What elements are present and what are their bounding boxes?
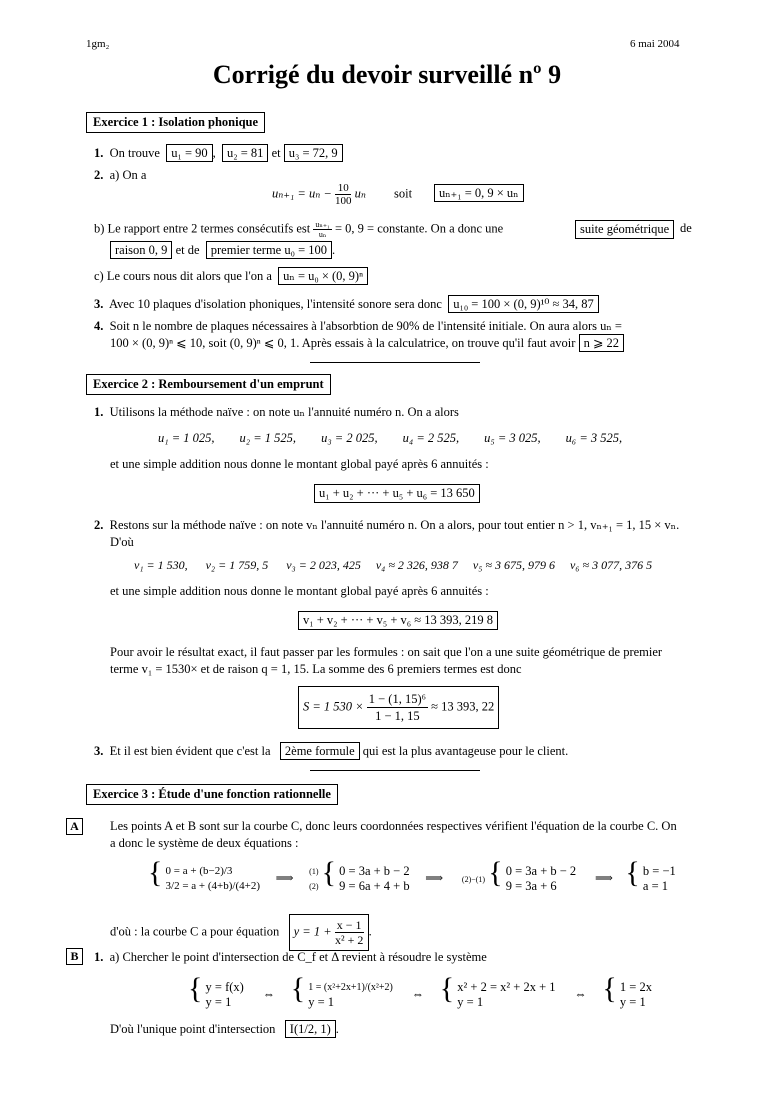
divider bbox=[310, 362, 480, 363]
curve-equation-line: d'où : la courbe C a pour équation y = 1 + $\frac{x - 1}{\text{x² + 2}}$ . bbox=[110, 914, 372, 951]
geometric-sequence-box: suite géométrique bbox=[575, 220, 674, 239]
ex3-part-a-text: Les points A et B sont sur la courbe C, donc leurs coordonnées respectives vérifient l'équation de la courbe C. On a donc le système de deux équations : bbox=[110, 819, 677, 850]
ex2-item-2-text: et une simple addition nous donne le montant global payé après 6 annuités : bbox=[110, 584, 489, 598]
ex2-item-1-text: et une simple addition nous donne le montant global payé après 6 annuités : bbox=[110, 457, 489, 471]
ex1-item-2b: b) Le rapport entre 2 termes consécutifs est $\frac{\text{uₙ₊₁}}{\text{uₙ}}$ = 0, 9 = constante. On a donc une bbox=[94, 220, 504, 239]
ex1-item-2c: c) Le cours nous dit alors que l'on a uₙ = u₀ × (0, 9)ⁿ bbox=[94, 268, 368, 284]
header-date: 6 mai 2004 bbox=[630, 38, 680, 50]
ex3-part-b-item-1: 1. a) Chercher le point d'intersection de C_f et Δ revient à résoudre le système bbox=[94, 950, 487, 964]
intersection-point-line: D'où l'unique point d'intersection I(1/2, 1) . bbox=[110, 1022, 339, 1036]
ex2-formula-text: Pour avoir le résultat exact, il faut passer par les formules : on sait que l'on a une suite géométrique de premier terme v₁ = 1530× et de raison q = 1, 15. La somme des 6 premiers termes est donc bbox=[110, 645, 663, 676]
system-solve-row: { 0 = a + (b−2)/3 3/2 = a + (4+b)/(4+2) ⟹ (1) (2) { 0 = 3a + b − 2 9 = 6a + 4 + b ⟹ (2)−(1) { 0 = 3a + b − 2 9 = 3a + 6 ⟹ { b = −1 a = 1 bbox=[148, 856, 676, 894]
ex1-de: de bbox=[680, 221, 692, 235]
u-sum-box: u₁ + u₂ + ··· + u₅ + u₆ = 13 650 bbox=[314, 484, 480, 503]
divider bbox=[310, 770, 480, 771]
ex1-item-3: 3. Avec 10 plaques d'isolation phoniques, l'intensité sonore sera donc u₁₀ = 100 × (0, 9)¹⁰ ≈ 34, 87 bbox=[94, 296, 599, 312]
part-b-marker: B bbox=[66, 948, 83, 965]
u-values-row: u₁ = 1 025, u₂ = 1 525, u₃ = 2 025, u₄ = 2 525, u₅ = 3 025, u₆ = 3 525, bbox=[158, 431, 623, 445]
ex1-recurrence: uₙ₊₁ = uₙ − $\frac{10}{100}$ uₙ soit uₙ₊₁ = 0, 9 × uₙ bbox=[272, 182, 524, 207]
exercise-2-title: Exercice 2 : Remboursement d'un emprunt bbox=[86, 374, 331, 395]
ex1-item-4: 4. Soit n le nombre de plaques nécessaires à l'absorbtion de 90% de l'intensité initiale. On aura alors uₙ = 100 × (0, 9)ⁿ ⩽ 10, soit (0, 9)ⁿ ⩽ 0, 1. Après essais à la calculatrice, on trouve qu'il faut avoir n ⩾ 22 bbox=[94, 318, 694, 352]
v-sum-box: v₁ + v₂ + ··· + v₅ + v₆ ≈ 13 393, 219 8 bbox=[298, 611, 498, 630]
v-values-row: v₁ = 1 530, v₂ = 1 759, 5 v₃ = 2 023, 425 v₄ ≈ 2 326, 938 7 v₅ ≈ 3 675, 979 6 v₆ ≈ 3 077, 376 5 bbox=[134, 558, 653, 572]
ex1-item-2b-cont: raison 0, 9 et de premier terme u₀ = 100 . bbox=[110, 243, 335, 258]
page-title: Corrigé du devoir surveillé nº 9 bbox=[212, 60, 562, 89]
sum-formula-box: S = 1 530 × $\frac{\text{1 − (1, 15)⁶}}{1 - 1, 15}$ ≈ 13 393, 22 bbox=[298, 686, 499, 729]
part-a-marker: A bbox=[66, 818, 83, 835]
exercise-1-title: Exercice 1 : Isolation phonique bbox=[86, 112, 265, 133]
intersection-system-row: { y = f(x) y = 1 ⇔ { 1 = (x²+2x+1)/(x²+2) y = 1 ⇔ { x² + 2 = x² + 2x + 1 y = 1 ⇔ { 1 = 2x y = 1 bbox=[188, 972, 652, 1010]
ex1-item-1: 1. On trouve u₁ = 90 , u₂ = 81 et u₃ = 72, 9 bbox=[94, 146, 343, 161]
header-left: 1gm₂ bbox=[86, 38, 110, 50]
exercise-3-title: Exercice 3 : Étude d'une fonction rationnelle bbox=[86, 784, 338, 805]
ex2-item-3: 3. Et il est bien évident que c'est la 2ème formule qui est la plus avantageuse pour le client. bbox=[94, 744, 569, 758]
ex1-item-2a: 2. a) On a bbox=[94, 168, 147, 182]
ex2-item-1: 1. Utilisons la méthode naïve : on note uₙ l'annuité numéro n. On a alors bbox=[94, 405, 459, 419]
ex2-item-2: 2. Restons sur la méthode naïve : on note vₙ l'annuité numéro n. On a alors, pour tout entier n > 1, vₙ₊₁ = 1, 15 × vₙ. D'où bbox=[94, 518, 680, 549]
